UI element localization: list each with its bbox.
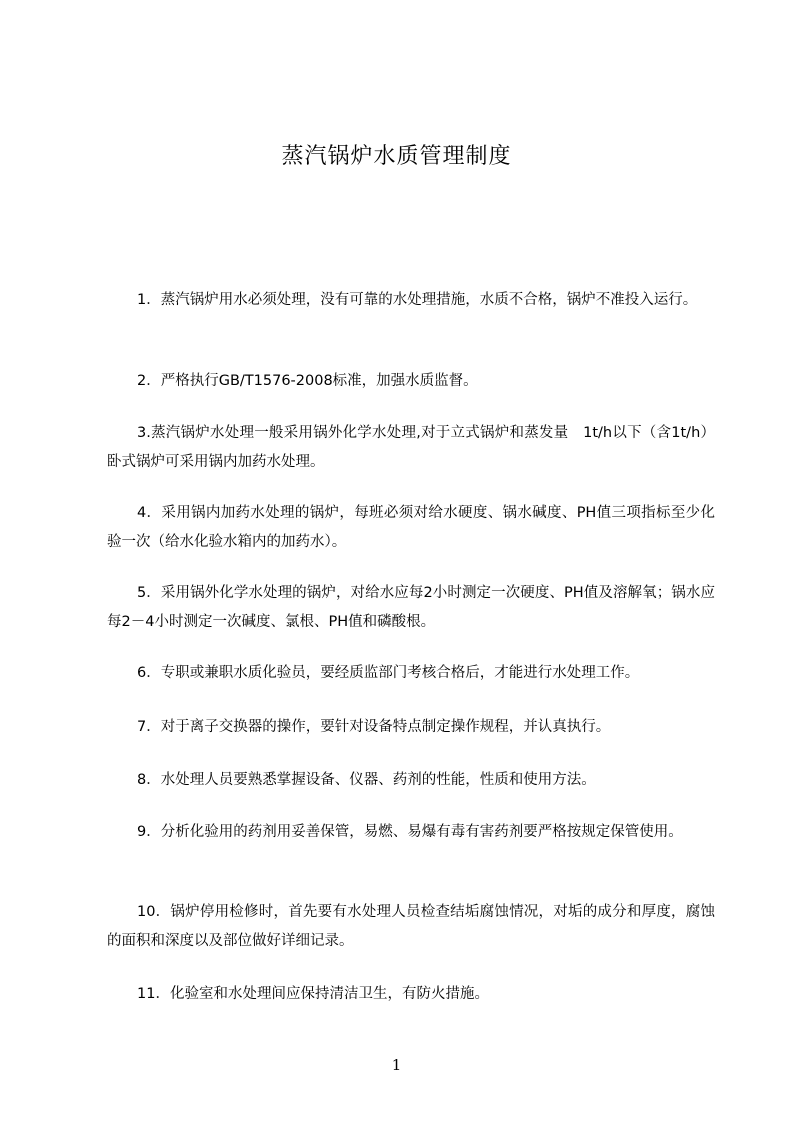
- paragraph-4: 4．采用锅内加药水处理的锅炉，每班必须对给水硬度、锅水碱度、PH值三项指标至少化验一次（给水化验水箱内的加药水）。: [107, 505, 715, 550]
- paragraph-8: 8．水处理人员要熟悉掌握设备、仪器、药剂的性能，性质和使用方法。: [137, 772, 596, 788]
- paragraph-1: 1．蒸汽锅炉用水必须处理，没有可靠的水处理措施，水质不合格，锅炉不准投入运行。: [137, 292, 698, 308]
- paragraph-6: 6．专职或兼职水质化验员，要经质监部门考核合格后，才能进行水处理工作。: [137, 665, 640, 681]
- paragraph-3: 3.蒸汽锅炉水处理一般采用锅外化学水处理,对于立式锅炉和蒸发量 1t/h以下（含1t/h）卧式锅炉可采用锅内加药水处理。: [107, 425, 715, 470]
- paragraph-5: 5．采用锅外化学水处理的锅炉，对给水应每2小时测定一次硬度、PH值及溶解氧；锅水应每2－4小时测定一次碱度、氯根、PH值和磷酸根。: [107, 585, 715, 630]
- document-title: 蒸汽锅炉水质管理制度: [281, 144, 512, 169]
- paragraph-2: 2．严格执行GB/T1576-2008标准，加强水质监督。: [137, 373, 478, 389]
- page-number: 1: [391, 1056, 402, 1074]
- paragraph-11: 11．化验室和水处理间应保持清洁卫生，有防火措施。: [137, 986, 489, 1002]
- paragraph-9: 9．分析化验用的药剂用妥善保管，易燃、易爆有毒有害药剂要严格按规定保管使用。: [137, 824, 683, 840]
- paragraph-10: 10．锅炉停用检修时，首先要有水处理人员检查结垢腐蚀情况，对垢的成分和厚度，腐蚀的面积和深度以及部位做好详细记录。: [107, 904, 715, 949]
- paragraph-7: 7．对于离子交换器的操作，要针对设备特点制定操作规程，并认真执行。: [137, 719, 611, 735]
